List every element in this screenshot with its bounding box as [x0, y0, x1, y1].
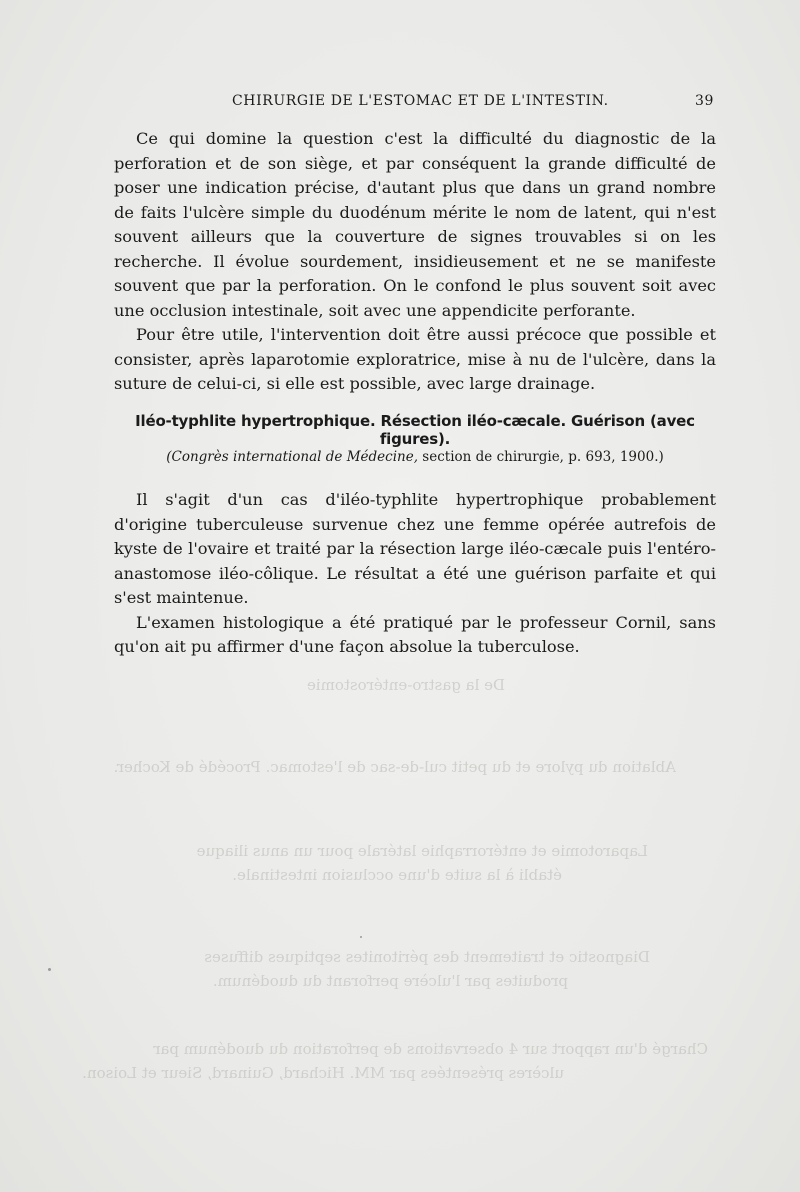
paper-speck	[48, 968, 51, 971]
show-through-line: Diagnostic et traitement des péritonites septiques diffuses	[204, 948, 650, 966]
show-through-line: De la gastro-entérostomie	[306, 676, 505, 694]
body-text-bottom	[114, 488, 716, 660]
paragraph: Ce qui domine la question c'est la difficulté du diagnostic de la perforation et de son siège, et par conséquent la grande difficulté de poser une indication précise, d'autant plus que dans un grand nombre de faits l'ulcère simple du duodénum mérite le nom de latent, qui n'est souvent ailleurs que la couverture de signes trouvables si on les recherche. Il évolue sourdement, insidieusement et ne se manifeste souvent que par la perforation. On le confond le plus souvent soit avec une occlusion intestinale, soit avec une appendicite perforante.	[114, 129, 716, 320]
paper-speck	[360, 936, 362, 938]
body-text-top	[114, 127, 716, 397]
show-through-line: Ablation du pylore et du petit cul-de-sac de l'estomac. Procédé de Kocher.	[113, 758, 676, 776]
header-title: CHIRURGIE DE L'ESTOMAC ET DE L'INTESTIN.	[232, 93, 609, 109]
section-citation	[114, 449, 716, 465]
citation-source: (Congrès international de Médecine,	[166, 449, 419, 465]
paragraph: Pour être utile, l'intervention doit être aussi précoce que possible et consister, après laparotomie exploratrice, mise à nu de l'ulcère, dans la suture de celui-ci, si elle est possible, avec large drainage.	[114, 325, 716, 393]
show-through-line: établi à la suite d'une occlusion intestinale.	[232, 866, 562, 884]
paragraph: Il s'agit d'un cas d'iléo-typhlite hypertrophique probablement d'origine tuberculeuse survenue chez une femme opérée autrefois de kyste de l'ovaire et traité par la résection large iléo-cæcale puis l'entéro-anastomose iléo-côlique. Le résultat a été une guérison parfaite et qui s'est maintenue.	[114, 490, 716, 607]
running-header	[232, 93, 714, 115]
page-number: 39	[694, 93, 714, 109]
show-through-line: Chargé d'un rapport sur 4 observations de perforation du duodénum par	[153, 1040, 708, 1058]
citation-details: section de chirurgie, p. 693, 1900.)	[418, 449, 664, 465]
paragraph: L'examen histologique a été pratiqué par le professeur Cornil, sans qu'on ait pu affirmer d'une façon absolue la tuberculose.	[114, 612, 716, 656]
section-title: Iléo-typhlite hypertrophique. Résection iléo-cæcale. Guérison (avec figures).	[135, 412, 695, 448]
show-through-line: produites par l'ulcère perforant du duodénum.	[212, 972, 568, 990]
show-through-line: ulcères présentées par MM. Hichard, Guinard, Sieur et Loison.	[82, 1064, 564, 1082]
show-through-line: Laparotomie et entérorraphie latérale pour un anus iliaque	[196, 842, 648, 860]
